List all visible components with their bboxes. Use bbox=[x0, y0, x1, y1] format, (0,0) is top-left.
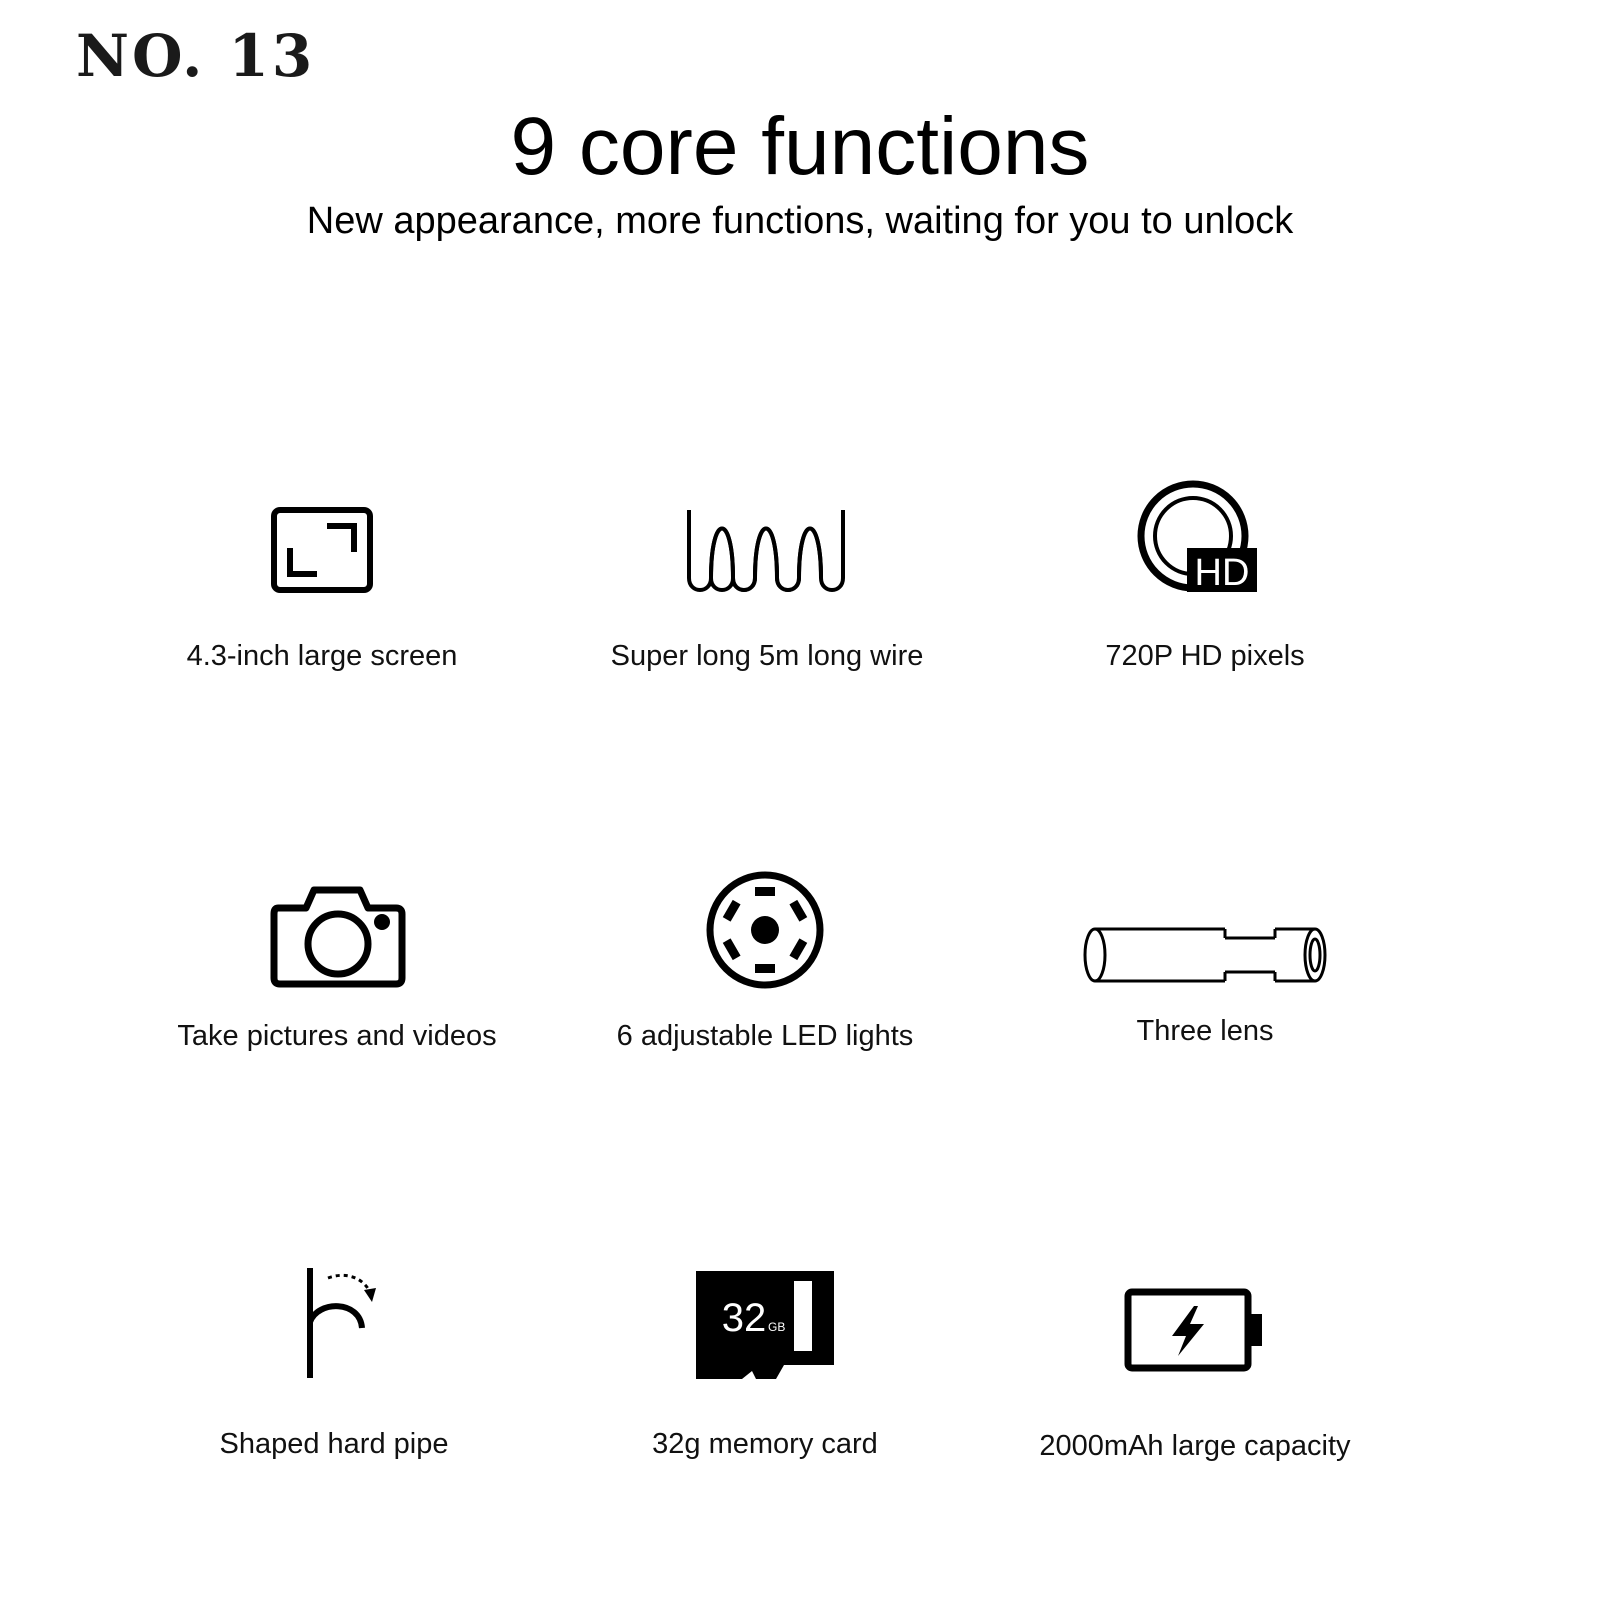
feature-label: Take pictures and videos bbox=[177, 1020, 497, 1052]
coiled-wire-icon bbox=[677, 490, 857, 610]
page-title: 9 core functions bbox=[510, 101, 1090, 192]
card-unit-text: GB bbox=[768, 1320, 786, 1334]
hd-icon bbox=[1135, 480, 1275, 610]
feature-label: 6 adjustable LED lights bbox=[616, 1020, 914, 1052]
feature-label: Shaped hard pipe bbox=[219, 1428, 449, 1460]
feature-label: Super long 5m long wire bbox=[610, 640, 924, 672]
page-badge: NO. 13 bbox=[76, 22, 316, 90]
feature-label: Three lens bbox=[1136, 1015, 1274, 1047]
battery-icon bbox=[1120, 1280, 1270, 1380]
lens-probe-icon bbox=[1080, 920, 1330, 990]
feature-label: 2000mAh large capacity bbox=[1039, 1430, 1351, 1462]
feature-long-wire bbox=[557, 490, 977, 672]
card-capacity-text: 32 bbox=[721, 1296, 767, 1340]
feature-led-lights bbox=[555, 865, 975, 1052]
feature-hd-pixels bbox=[995, 480, 1415, 672]
bendable-pipe-icon bbox=[274, 1260, 394, 1390]
feature-label: 32g memory card bbox=[652, 1428, 878, 1460]
hd-badge-text: HD bbox=[1194, 552, 1250, 594]
feature-three-lens bbox=[995, 920, 1415, 1047]
fullscreen-icon bbox=[252, 490, 392, 610]
page-subtitle: New appearance, more functions, waiting for you to unlock bbox=[306, 200, 1294, 242]
feature-large-screen bbox=[112, 490, 532, 672]
memory-card-icon bbox=[690, 1265, 840, 1385]
feature-camera bbox=[127, 870, 547, 1052]
feature-battery bbox=[985, 1280, 1405, 1462]
feature-label: 720P HD pixels bbox=[1105, 640, 1305, 672]
feature-memory-card bbox=[555, 1265, 975, 1460]
feature-hard-pipe bbox=[124, 1260, 544, 1460]
led-lights-icon bbox=[700, 865, 830, 995]
camera-icon bbox=[262, 870, 412, 1000]
feature-label: 4.3-inch large screen bbox=[186, 640, 458, 672]
